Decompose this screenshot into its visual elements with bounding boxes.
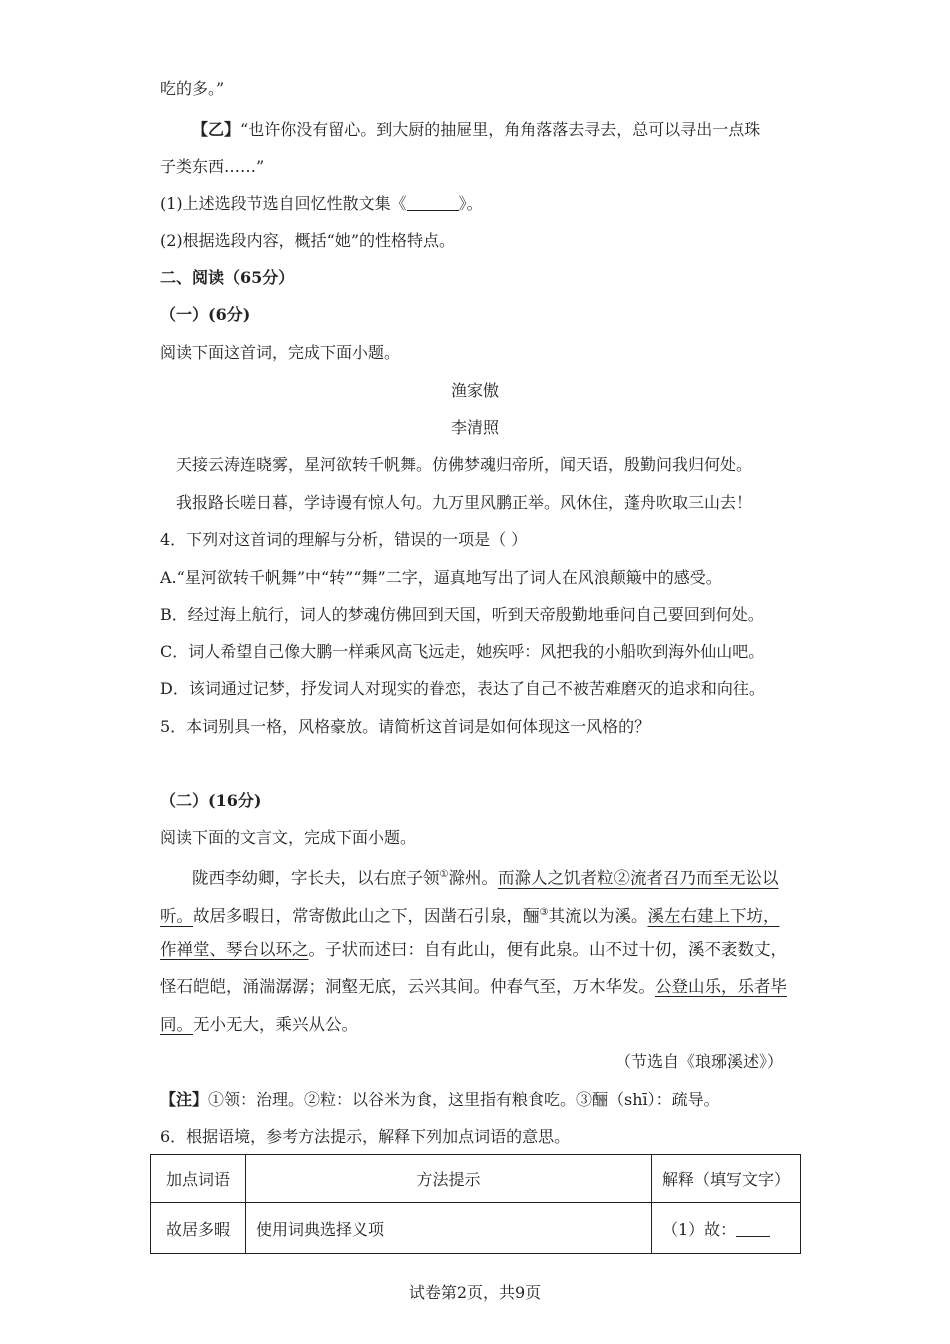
- underlined-sentence: 溪左右建上下坊，: [647, 906, 780, 926]
- text-line: 子类东西……”: [160, 157, 265, 176]
- note-marker: ①: [439, 869, 449, 880]
- underlined-sentence: 公登山乐，乐者毕: [655, 977, 787, 996]
- instruction: 阅读下面的文言文，完成下面小题。: [160, 828, 417, 847]
- answer-blank[interactable]: [736, 1221, 770, 1237]
- answer-table: [150, 1154, 801, 1254]
- table-cell: 故居多暇: [151, 1203, 246, 1254]
- table-cell: 使用词典选择义项: [246, 1203, 652, 1254]
- text-line: 吃的多。”: [160, 79, 225, 98]
- passage-line: 作禅堂、琴台以环之。子状而述曰：自有此山，便有此泉。山不过十仞，溪不袤数丈，: [160, 940, 787, 959]
- notes: 【注】①领：治理。②粒：以谷米为食，这里指有粮食吃。③酾（shī）：疏导。: [160, 1090, 720, 1109]
- section-heading: 二、阅读（65分）: [160, 268, 295, 287]
- answer-blank[interactable]: [407, 195, 459, 211]
- label-yi: 【乙】: [192, 120, 241, 139]
- poem-title: 渔家傲: [450, 381, 499, 400]
- option-a[interactable]: A.“星河欲转千帆舞”中“转”“舞”二字，逼真地写出了词人在风浪颠簸中的感受。: [160, 568, 722, 587]
- question-6: 6．根据语境，参考方法提示，解释下列加点词语的意思。: [160, 1127, 571, 1146]
- option-c[interactable]: C．词人希望自己像大鹏一样乘风高飞远走，她疾呼：风把我的小船吹到海外仙山吧。: [160, 642, 765, 661]
- source-citation: （节选自《琅琊溪述》）: [614, 1052, 783, 1071]
- option-d[interactable]: D．该词通过记梦，抒发词人对现实的眷恋，表达了自己不被苦难磨灭的追求和向往。: [160, 679, 765, 698]
- passage-line: 怪石皑皑，涌湍潺潺；洞壑无底，云兴其间。仲春气至，万木华发。公登山乐，乐者毕: [160, 977, 787, 996]
- table-header-cell: 解释（填写文字）: [651, 1155, 800, 1203]
- option-b[interactable]: B．经过海上航行，词人的梦魂仿佛回到天国，听到天帝殷勤地垂问自己要回到何处。: [160, 605, 764, 624]
- question-2: (2)根据选段内容，概括“她”的性格特点。: [160, 231, 456, 250]
- poem-line: 我报路长嗟日暮，学诗谩有惊人句。九万里风鹏正举。风休住，蓬舟吹取三山去！: [176, 493, 753, 512]
- passage-line: 陇西李幼卿，字长夫，以右庶子领①滁州。而滁人之饥者粒②流者召乃而至无讼以: [192, 868, 779, 888]
- passage-line: 同。无小无大，乘兴从公。: [160, 1015, 358, 1034]
- table-row: [151, 1203, 801, 1254]
- question-4: 4．下列对这首词的理解与分析，错误的一项是（ ）: [160, 530, 528, 549]
- underlined-sentence: 同。: [160, 1015, 193, 1034]
- page-footer: 试卷第2页，共9页: [408, 1283, 542, 1302]
- underlined-sentence: 听。: [160, 906, 193, 926]
- instruction: 阅读下面这首词，完成下面小题。: [160, 343, 401, 362]
- notes-label: 【注】: [160, 1090, 209, 1109]
- question-1: (1)上述选段节选自回忆性散文集《 》。: [160, 194, 483, 213]
- table-cell-answer: （1）故：: [651, 1203, 800, 1254]
- part-heading: （一）(6分): [160, 305, 251, 324]
- underlined-sentence: 而滁人之饥者粒②流者召乃而至无讼以: [497, 868, 779, 888]
- poem-author: 李清照: [450, 418, 499, 437]
- question-5: 5．本词别具一格，风格豪放。请简析这首词是如何体现这一风格的？: [160, 717, 651, 736]
- passage-line: 听。故居多暇日，常寄傲此山之下，因凿石引泉，酾③其流以为溪。溪左右建上下坊，: [160, 906, 780, 926]
- note-marker: ③: [539, 907, 549, 918]
- part-heading: （二）(16分): [160, 791, 262, 810]
- table-header-cell: 方法提示: [246, 1155, 652, 1203]
- table-header-cell: 加点词语: [151, 1155, 246, 1203]
- table-header-row: [151, 1155, 801, 1203]
- text-line: 【乙】“也许你没有留心。到大厨的抽屉里，角角落落去寻去，总可以寻出一点珠: [192, 120, 761, 139]
- underlined-sentence: 作禅堂、琴台以环之: [160, 940, 309, 959]
- poem-line: 天接云涛连晓雾，星河欲转千帆舞。仿佛梦魂归帝所，闻天语，殷勤问我归何处。: [176, 455, 753, 474]
